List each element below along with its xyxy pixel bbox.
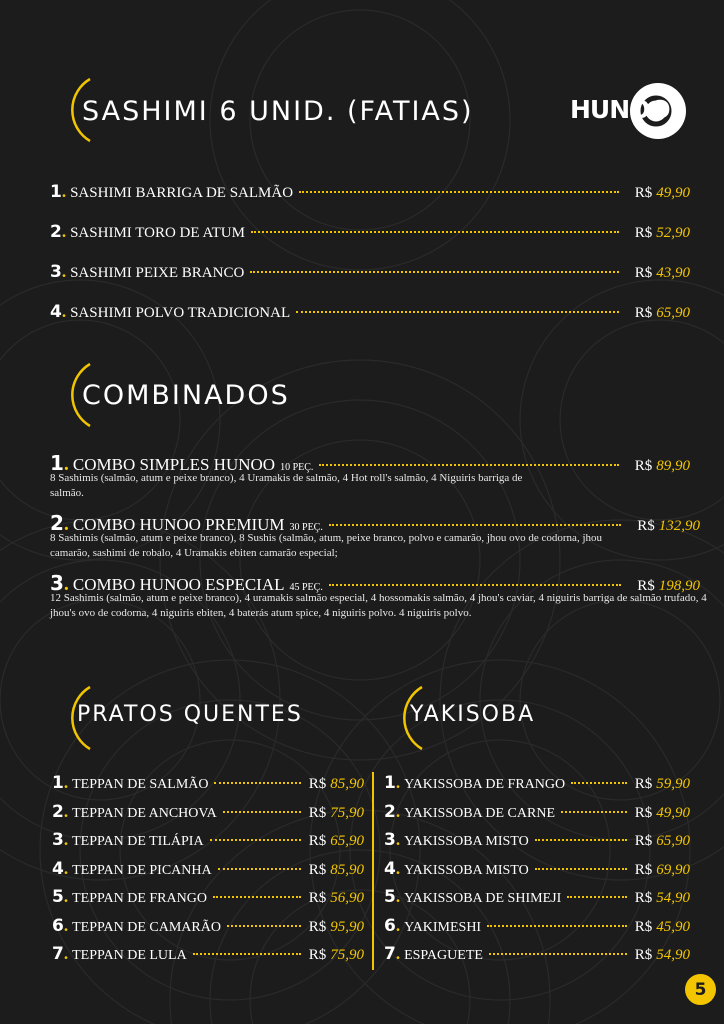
- price-value: 89,90: [656, 458, 690, 474]
- menu-item: [384, 944, 690, 964]
- section-title-yakisoba: YAKISOBA: [410, 702, 536, 727]
- dot-leader: [193, 953, 301, 955]
- price-value: 49,90: [656, 804, 690, 821]
- dot-leader: [223, 811, 301, 813]
- menu-item: [384, 916, 690, 936]
- item-number: 4: [384, 858, 396, 879]
- dot-leader: [218, 868, 301, 870]
- menu-item: [384, 887, 690, 907]
- price-value: 54,90: [656, 947, 690, 963]
- item-number: 3: [384, 830, 396, 850]
- item-number: 2: [50, 222, 62, 242]
- dot-leader: [213, 896, 301, 898]
- item-name: SASHIMI BARRIGA DE SALMÃO: [70, 185, 294, 201]
- item-number: 1: [384, 773, 396, 793]
- item-description: 8 Sashimis (salmão, atum e peixe branco), 8 Sushis (salmão, atum, peixe branco, polvo e camarão, jhou ovo de codorna, jhou camarão, sashimi de robalo, 4 Uramakis ebiten camarão especial;: [50, 532, 602, 559]
- menu-item: [52, 944, 364, 964]
- item-name: TEPPAN DE LULA: [72, 948, 187, 963]
- menu-item: [50, 182, 690, 202]
- menu-item: [384, 773, 690, 793]
- menu-item: [52, 802, 364, 822]
- item-dot: .: [395, 830, 401, 849]
- dot-leader: [535, 868, 627, 870]
- dot-leader: [296, 311, 619, 313]
- item-dot: .: [63, 773, 69, 792]
- item-number: 6: [384, 915, 396, 936]
- item-number: 6: [52, 915, 64, 936]
- price-currency: R$: [308, 833, 327, 849]
- price-value: 198,90: [658, 578, 700, 594]
- price-currency: R$: [634, 861, 653, 878]
- item-dot: .: [63, 453, 69, 475]
- section-title-sashimi: SASHIMI 6 UNID. (FATIAS): [82, 96, 474, 127]
- price-currency: R$: [634, 890, 653, 906]
- price-currency: R$: [308, 947, 327, 963]
- dot-leader: [299, 191, 619, 193]
- item-name: TEPPAN DE SALMÃO: [72, 777, 209, 792]
- price-currency: R$: [637, 518, 655, 534]
- price-value: 56,90: [330, 890, 364, 906]
- item-name: YAKISSOBA MISTO: [404, 862, 529, 878]
- item-dot: .: [395, 944, 401, 963]
- item-number: 3: [50, 571, 64, 595]
- menu-item: [52, 916, 364, 936]
- item-name: SASHIMI PEIXE BRANCO: [70, 265, 245, 281]
- price-value: 69,90: [656, 861, 690, 878]
- item-name: YAKISSOBA DE SHIMEJI: [404, 891, 562, 906]
- menu-item: [384, 802, 690, 822]
- dot-leader: [329, 524, 621, 526]
- menu-item: [50, 222, 690, 242]
- item-dot: .: [395, 773, 401, 792]
- item-description: 12 Sashimis (salmão, atum e peixe branco), 4 uramakis salmão especial, 4 hossomakis salmão, 4 jhou's caviar, 4 niguiris barriga de salmão trufado, 4 jhou's ovo de codorna, 4 niguiris ebiten, 4 baterás atum spice, 4 niguiris polvo. 4 niguiris polvo.: [50, 592, 707, 619]
- item-name: SASHIMI POLVO TRADICIONAL: [70, 305, 291, 321]
- dot-leader: [214, 782, 300, 784]
- price-value: 75,90: [330, 804, 364, 821]
- item-dot: .: [395, 801, 401, 821]
- hunoo-logo: [570, 78, 690, 148]
- price-currency: R$: [308, 776, 327, 792]
- item-number: 5: [384, 887, 396, 907]
- item-name: TEPPAN DE TILÁPIA: [72, 834, 204, 849]
- price-value: 95,90: [330, 918, 364, 935]
- column-divider: [372, 772, 374, 970]
- item-qty: 10 PEÇ.: [280, 462, 314, 473]
- menu-item: [384, 830, 690, 850]
- item-dot: .: [63, 887, 69, 906]
- item-dot: .: [63, 801, 69, 821]
- price-currency: R$: [634, 776, 653, 792]
- price-currency: R$: [637, 578, 655, 594]
- price-value: 65,90: [330, 833, 364, 849]
- dot-leader: [329, 584, 621, 586]
- item-number: 1: [50, 451, 64, 475]
- price-value: 132,90: [658, 518, 700, 534]
- price-currency: R$: [634, 458, 653, 474]
- dot-leader: [489, 953, 627, 955]
- item-description: 8 Sashimis (salmão, atum e peixe branco), 4 Uramakis de salmão, 4 Hot roll's salmão, 4 Niguiris barriga de salmão.: [50, 472, 523, 499]
- price-currency: R$: [634, 947, 653, 963]
- menu-item: [52, 830, 364, 850]
- item-dot: .: [63, 513, 69, 535]
- price-currency: R$: [634, 305, 653, 321]
- price-value: 85,90: [330, 861, 364, 878]
- dot-leader: [567, 896, 627, 898]
- price-value: 54,90: [656, 890, 690, 906]
- item-name: TEPPAN DE PICANHA: [72, 862, 212, 878]
- price-value: 59,90: [656, 776, 690, 792]
- item-number: 1: [52, 773, 64, 793]
- dot-leader: [319, 464, 618, 466]
- logo-text: HUNOO: [570, 95, 670, 124]
- item-number: 5: [52, 887, 64, 907]
- section-title-combinados: COMBINADOS: [82, 380, 290, 411]
- item-number: 2: [384, 801, 396, 822]
- item-dot: .: [61, 182, 67, 201]
- item-number: 7: [52, 944, 64, 964]
- item-qty: 45 PEÇ.: [289, 582, 323, 593]
- dot-leader: [535, 839, 627, 841]
- item-number: 2: [50, 511, 64, 535]
- item-name: COMBO SIMPLES HUNOO: [72, 455, 276, 474]
- item-qty: 30 PEÇ.: [289, 522, 323, 533]
- price-currency: R$: [308, 918, 327, 935]
- item-dot: .: [63, 944, 69, 963]
- item-number: 3: [50, 262, 62, 282]
- item-name: SASHIMI TORO DE ATUM: [70, 225, 245, 241]
- item-number: 4: [50, 302, 62, 322]
- item-number: 3: [52, 830, 64, 850]
- price-currency: R$: [308, 861, 327, 878]
- dot-leader: [571, 782, 627, 784]
- menu-item: [52, 773, 364, 793]
- dot-leader: [561, 811, 627, 813]
- price-currency: R$: [634, 804, 653, 821]
- item-number: 4: [52, 858, 64, 879]
- dot-leader: [210, 839, 301, 841]
- dot-leader: [487, 925, 627, 927]
- price-value: 65,90: [656, 305, 690, 321]
- item-name: YAKIMESHI: [404, 919, 482, 935]
- item-dot: .: [61, 222, 67, 241]
- price-currency: R$: [634, 225, 653, 241]
- price-currency: R$: [634, 833, 653, 849]
- menu-item: [50, 302, 690, 322]
- item-dot: .: [63, 573, 69, 595]
- item-name: TEPPAN DE ANCHOVA: [72, 805, 217, 821]
- item-name: TEPPAN DE FRANGO: [72, 891, 207, 906]
- item-name: YAKISSOBA DE CARNE: [404, 805, 556, 821]
- menu-item: [50, 262, 690, 282]
- item-dot: .: [61, 262, 67, 281]
- item-number: 2: [52, 801, 64, 822]
- item-dot: .: [61, 302, 67, 321]
- price-value: 85,90: [330, 776, 364, 792]
- item-dot: .: [63, 858, 69, 878]
- item-number: 1: [50, 182, 62, 202]
- price-value: 45,90: [656, 918, 690, 935]
- dot-leader: [250, 271, 618, 273]
- price-value: 75,90: [330, 947, 364, 963]
- item-name: YAKISSOBA DE FRANGO: [404, 777, 566, 792]
- price-currency: R$: [634, 185, 653, 201]
- price-currency: R$: [634, 265, 653, 281]
- item-name: COMBO HUNOO ESPECIAL: [72, 575, 285, 594]
- price-currency: R$: [308, 890, 327, 906]
- dot-leader: [227, 925, 301, 927]
- item-number: 7: [384, 944, 396, 964]
- item-dot: .: [395, 915, 401, 935]
- item-dot: .: [395, 858, 401, 878]
- menu-item: [52, 887, 364, 907]
- item-name: COMBO HUNOO PREMIUM: [72, 515, 285, 534]
- dot-leader: [251, 231, 619, 233]
- item-name: YAKISSOBA MISTO: [404, 834, 529, 849]
- item-name: ESPAGUETE: [404, 948, 483, 963]
- menu-item: [52, 859, 364, 879]
- price-value: 43,90: [656, 265, 690, 281]
- item-dot: .: [63, 830, 69, 849]
- item-dot: .: [395, 887, 401, 906]
- price-currency: R$: [634, 918, 653, 935]
- page-number-badge: 5: [685, 974, 716, 1005]
- item-name: TEPPAN DE CAMARÃO: [72, 919, 221, 935]
- price-value: 52,90: [656, 225, 690, 241]
- price-currency: R$: [308, 804, 327, 821]
- section-title-pratos-quentes: PRATOS QUENTES: [77, 702, 303, 727]
- price-value: 65,90: [656, 833, 690, 849]
- item-dot: .: [63, 915, 69, 935]
- price-value: 49,90: [656, 185, 690, 201]
- menu-item: [384, 859, 690, 879]
